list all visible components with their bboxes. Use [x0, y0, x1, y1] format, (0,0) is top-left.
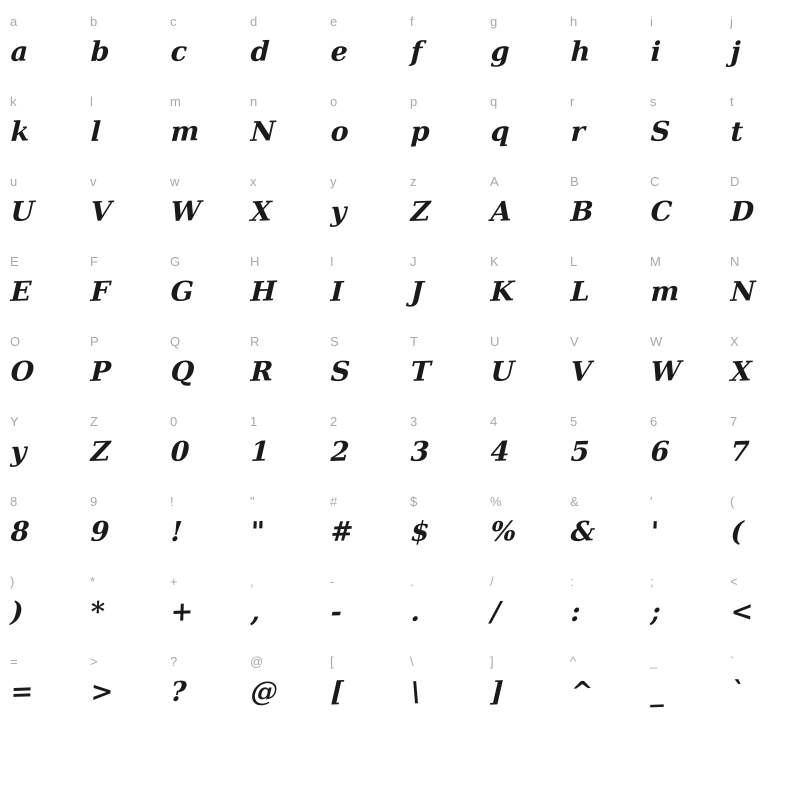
glyph-cell: [560, 88, 640, 168]
glyph-cell: [640, 648, 720, 728]
glyph-cell: [160, 328, 240, 408]
glyph-sample: ?: [170, 676, 187, 709]
glyph-char-label: ,: [250, 574, 254, 589]
glyph-sample: <: [730, 596, 754, 629]
glyph-char-label: j: [730, 14, 734, 29]
glyph-cell: [720, 8, 800, 88]
glyph-sample: 4: [490, 436, 510, 469]
glyph-char-label: %: [490, 494, 502, 509]
glyph-sample: N: [250, 116, 276, 149]
glyph-char-label: &: [570, 494, 579, 509]
glyph-cell: [400, 648, 480, 728]
glyph-char-label: s: [650, 94, 657, 109]
glyph-cell: [80, 168, 160, 248]
glyph-cell: [480, 488, 560, 568]
glyph-char-label: w: [170, 174, 180, 189]
glyph-sample: g: [490, 36, 510, 69]
glyph-char-label: <: [730, 574, 738, 589]
glyph-char-label: _: [650, 654, 658, 669]
glyph-char-label: :: [570, 574, 574, 589]
glyph-char-label: R: [250, 334, 260, 349]
glyph-cell: [240, 248, 320, 328]
glyph-char-label: L: [570, 254, 578, 269]
glyph-char-label: E: [10, 254, 19, 269]
glyph-char-label: 9: [90, 494, 98, 509]
glyph-char-label: 0: [170, 414, 178, 429]
glyph-sample: p: [410, 116, 430, 149]
glyph-char-label: a: [10, 14, 18, 29]
glyph-sample: W: [170, 195, 202, 229]
glyph-cell: [320, 8, 400, 88]
glyph-char-label: K: [490, 254, 499, 269]
glyph-sample: ): [10, 596, 24, 629]
glyph-char-label: @: [250, 654, 264, 669]
glyph-sample: &: [570, 516, 596, 549]
glyph-cell: [400, 248, 480, 328]
glyph-cell: [480, 168, 560, 248]
glyph-char-label: p: [410, 94, 418, 109]
glyph-cell: [720, 168, 800, 248]
glyph-char-label: 5: [570, 414, 578, 429]
glyph-sample: 8: [10, 516, 30, 549]
glyph-cell: [720, 88, 800, 168]
glyph-char-label: T: [410, 334, 419, 349]
glyph-cell: [480, 408, 560, 488]
glyph-char-label: t: [730, 94, 734, 109]
glyph-cell: [560, 328, 640, 408]
glyph-sample: b: [90, 36, 110, 69]
glyph-cell: [240, 408, 320, 488]
glyph-sample: N: [730, 276, 756, 309]
glyph-cell: [160, 568, 240, 648]
glyph-char-label: N: [730, 254, 740, 269]
glyph-char-label: (: [730, 494, 735, 509]
glyph-char-label: 2: [330, 414, 338, 429]
glyph-char-label: ?: [170, 654, 178, 669]
glyph-sample: m: [170, 116, 200, 149]
glyph-char-label: ]: [490, 654, 494, 669]
glyph-sample: !: [170, 516, 183, 549]
glyph-cell: [560, 408, 640, 488]
glyph-sample: 9: [90, 516, 110, 549]
glyph-cell: [0, 408, 80, 488]
glyph-char-label: *: [90, 574, 96, 589]
glyph-char-label: 7: [730, 414, 738, 429]
glyph-cell: [0, 248, 80, 328]
glyph-sample: c: [170, 36, 188, 69]
glyph-sample: +: [170, 596, 194, 629]
glyph-sample: f: [410, 36, 423, 69]
glyph-sample: A: [490, 196, 512, 229]
glyph-char-label: $: [410, 494, 418, 509]
glyph-sample: $: [410, 516, 430, 549]
glyph-sample: y: [10, 436, 27, 469]
glyph-sample: U: [490, 356, 515, 389]
glyph-sample: V: [90, 196, 112, 229]
glyph-char-label: y: [330, 174, 337, 189]
glyph-sample: _: [650, 676, 665, 709]
glyph-sample: y: [330, 196, 347, 229]
glyph-sample: D: [730, 196, 755, 229]
glyph-cell: [320, 248, 400, 328]
glyph-sample: X: [730, 356, 752, 389]
glyph-sample: B: [570, 196, 594, 229]
glyph-char-label: !: [170, 494, 174, 509]
glyph-cell: [240, 648, 320, 728]
glyph-sample: V: [570, 356, 592, 389]
glyph-sample: t: [730, 116, 744, 149]
glyph-char-label: V: [570, 334, 579, 349]
glyph-cell: [640, 328, 720, 408]
glyph-cell: [160, 648, 240, 728]
glyph-sample: i: [650, 36, 662, 69]
glyph-cell: [0, 168, 80, 248]
glyph-char-label: `: [730, 654, 735, 669]
glyph-char-label: A: [490, 174, 499, 189]
glyph-char-label: +: [170, 574, 178, 589]
glyph-cell: [80, 488, 160, 568]
glyph-sample: *: [90, 596, 105, 629]
glyph-cell: [240, 168, 320, 248]
glyph-sample: F: [90, 276, 110, 309]
glyph-sample: ;: [650, 596, 661, 629]
glyph-char-label: D: [730, 174, 740, 189]
glyph-sample: \: [410, 676, 421, 709]
glyph-sample: e: [330, 36, 348, 69]
glyph-sample: I: [330, 276, 344, 309]
glyph-char-label: b: [90, 14, 98, 29]
glyph-cell: [0, 648, 80, 728]
glyph-sample: Q: [170, 356, 195, 389]
glyph-char-label: C: [650, 174, 660, 189]
glyph-cell: [400, 408, 480, 488]
glyph-cell: [160, 248, 240, 328]
glyph-sample: ': [650, 516, 660, 549]
glyph-char-label: f: [410, 14, 414, 29]
glyph-char-label: U: [490, 334, 500, 349]
glyph-sample: :: [570, 596, 581, 629]
glyph-cell: [80, 248, 160, 328]
glyph-cell: [240, 88, 320, 168]
glyph-char-label: J: [410, 254, 417, 269]
glyph-char-label: -: [330, 574, 335, 589]
glyph-sample: W: [650, 355, 682, 389]
glyph-cell: [720, 248, 800, 328]
glyph-sample: C: [650, 196, 673, 229]
glyph-sample: j: [730, 36, 741, 69]
glyph-char-label: P: [90, 334, 99, 349]
glyph-sample: Z: [90, 436, 111, 469]
glyph-cell: [0, 88, 80, 168]
glyph-sample: `: [730, 676, 745, 709]
glyph-sample: 7: [730, 436, 750, 469]
glyph-sample: #: [330, 516, 354, 549]
glyph-char-label: r: [570, 94, 575, 109]
glyph-char-label: H: [250, 254, 260, 269]
glyph-cell: [400, 568, 480, 648]
glyph-cell: [560, 568, 640, 648]
glyph-char-label: O: [10, 334, 21, 349]
glyph-cell: [560, 8, 640, 88]
glyph-cell: [480, 328, 560, 408]
glyph-char-label: m: [170, 94, 182, 109]
glyph-char-label: Q: [170, 334, 181, 349]
glyph-char-label: ": [250, 494, 255, 509]
glyph-cell: [720, 648, 800, 728]
glyph-char-label: u: [10, 174, 18, 189]
glyph-char-label: 8: [10, 494, 18, 509]
glyph-cell: [0, 488, 80, 568]
glyph-cell: [80, 8, 160, 88]
glyph-char-label: 4: [490, 414, 498, 429]
glyph-char-label: F: [90, 254, 99, 269]
glyph-sample: ^: [570, 676, 594, 709]
glyph-sample: H: [250, 276, 277, 309]
glyph-cell: [160, 88, 240, 168]
glyph-cell: [640, 568, 720, 648]
glyph-cell: [480, 648, 560, 728]
glyph-cell: [240, 8, 320, 88]
glyph-sample: K: [490, 276, 515, 309]
glyph-cell: [480, 248, 560, 328]
glyph-cell: [560, 648, 640, 728]
glyph-cell: [560, 488, 640, 568]
glyph-sample: l: [90, 116, 102, 149]
glyph-char-label: /: [490, 574, 494, 589]
glyph-cell: [720, 488, 800, 568]
glyph-sample: q: [490, 116, 510, 149]
glyph-char-label: n: [250, 94, 258, 109]
glyph-cell: [80, 88, 160, 168]
glyph-sample: U: [10, 196, 35, 229]
glyph-char-label: I: [330, 254, 334, 269]
glyph-cell: [320, 328, 400, 408]
glyph-char-label: z: [410, 174, 417, 189]
glyph-cell: [320, 648, 400, 728]
glyph-sample: o: [330, 116, 349, 149]
glyph-cell: [0, 328, 80, 408]
glyph-sample: [: [330, 676, 344, 709]
glyph-sample: >: [90, 676, 114, 709]
glyph-char-label: d: [250, 14, 258, 29]
glyph-sample: .: [410, 596, 421, 629]
glyph-cell: [640, 168, 720, 248]
glyph-sample: R: [250, 356, 274, 389]
glyph-sample: ": [250, 516, 265, 549]
glyph-sample: 1: [250, 436, 270, 469]
glyph-char-label: h: [570, 14, 578, 29]
glyph-char-label: X: [730, 334, 739, 349]
glyph-cell: [400, 8, 480, 88]
glyph-char-label: e: [330, 14, 338, 29]
glyph-char-label: ^: [570, 654, 577, 669]
glyph-cell: [320, 568, 400, 648]
glyph-char-label: x: [250, 174, 257, 189]
glyph-char-label: q: [490, 94, 498, 109]
glyph-sample: P: [90, 356, 112, 389]
glyph-sample: d: [250, 36, 270, 69]
glyph-cell: [160, 8, 240, 88]
glyph-sample: 3: [410, 436, 430, 469]
glyph-cell: [240, 568, 320, 648]
glyph-char-label: >: [90, 654, 98, 669]
glyph-sample: E: [10, 276, 32, 309]
glyph-sample: r: [570, 116, 585, 149]
glyph-sample: O: [10, 356, 35, 389]
glyph-cell: [160, 488, 240, 568]
glyph-char-label: g: [490, 14, 498, 29]
glyph-sample: G: [170, 276, 194, 309]
glyph-char-label: W: [650, 334, 663, 349]
glyph-char-label: M: [650, 254, 662, 269]
glyph-cell: [640, 248, 720, 328]
glyph-sample: /: [490, 596, 501, 629]
glyph-sample: (: [730, 516, 744, 549]
glyph-sample: 0: [170, 436, 190, 469]
glyph-sample: h: [570, 36, 591, 69]
glyph-char-label: 1: [250, 414, 258, 429]
glyph-cell: [160, 168, 240, 248]
glyph-char-label: c: [170, 14, 177, 29]
glyph-char-label: #: [330, 494, 338, 509]
glyph-cell: [400, 88, 480, 168]
glyph-sample: -: [330, 596, 342, 629]
glyph-cell: [720, 568, 800, 648]
glyph-sample: 5: [570, 436, 590, 469]
glyph-cell: [0, 568, 80, 648]
glyph-cell: [320, 488, 400, 568]
glyph-cell: [320, 88, 400, 168]
glyph-cell: [560, 168, 640, 248]
glyph-char-label: ': [650, 494, 653, 509]
glyph-char-label: .: [410, 574, 414, 589]
glyph-cell: [80, 408, 160, 488]
glyph-cell: [240, 328, 320, 408]
glyph-cell: [640, 408, 720, 488]
glyph-char-label: o: [330, 94, 338, 109]
glyph-cell: [480, 568, 560, 648]
glyph-sample: @: [250, 676, 278, 709]
glyph-sample: m: [650, 276, 680, 309]
glyph-cell: [160, 408, 240, 488]
glyph-char-label: B: [570, 174, 579, 189]
glyph-sample: J: [410, 276, 424, 309]
glyph-cell: [240, 488, 320, 568]
glyph-char-label: Y: [10, 414, 19, 429]
glyph-cell: [640, 8, 720, 88]
glyph-char-label: =: [10, 654, 18, 669]
glyph-sample: %: [490, 516, 517, 549]
glyph-cell: [640, 488, 720, 568]
glyph-sample: =: [10, 676, 34, 709]
glyph-sample: S: [330, 356, 351, 389]
glyph-cell: [720, 408, 800, 488]
glyph-char-label: k: [10, 94, 17, 109]
glyph-cell: [480, 88, 560, 168]
glyph-cell: [80, 648, 160, 728]
glyph-sample: T: [410, 356, 431, 389]
glyph-cell: [640, 88, 720, 168]
glyph-char-label: l: [90, 94, 94, 109]
glyph-sample: ]: [490, 676, 504, 709]
glyph-cell: [720, 328, 800, 408]
glyph-cell: [400, 168, 480, 248]
glyph-char-label: S: [330, 334, 339, 349]
glyph-sample: 6: [650, 436, 670, 469]
glyph-char-label: 6: [650, 414, 658, 429]
glyph-sample: k: [10, 116, 30, 149]
glyph-cell: [320, 168, 400, 248]
glyph-sample: L: [570, 276, 590, 309]
glyph-cell: [320, 408, 400, 488]
glyph-char-label: ;: [650, 574, 654, 589]
glyph-char-label: G: [170, 254, 181, 269]
glyph-cell: [480, 8, 560, 88]
glyph-cell: [400, 328, 480, 408]
glyph-char-label: \: [410, 654, 414, 669]
glyph-cell: [400, 488, 480, 568]
glyph-cell: [0, 8, 80, 88]
glyph-sample: a: [10, 36, 29, 69]
glyph-char-label: [: [330, 654, 334, 669]
glyph-cell: [80, 328, 160, 408]
glyph-sample: ,: [250, 596, 261, 629]
glyph-sample: S: [650, 116, 671, 149]
glyph-char-label: 3: [410, 414, 418, 429]
glyph-sample: X: [250, 196, 272, 229]
glyph-sample: 2: [330, 436, 350, 469]
glyph-cell: [560, 248, 640, 328]
glyph-cell: [80, 568, 160, 648]
glyph-char-label: v: [90, 174, 97, 189]
glyph-sample: Z: [410, 196, 431, 229]
glyph-char-label: i: [650, 14, 654, 29]
glyph-char-label: Z: [90, 414, 99, 429]
glyph-char-label: ): [10, 574, 15, 589]
